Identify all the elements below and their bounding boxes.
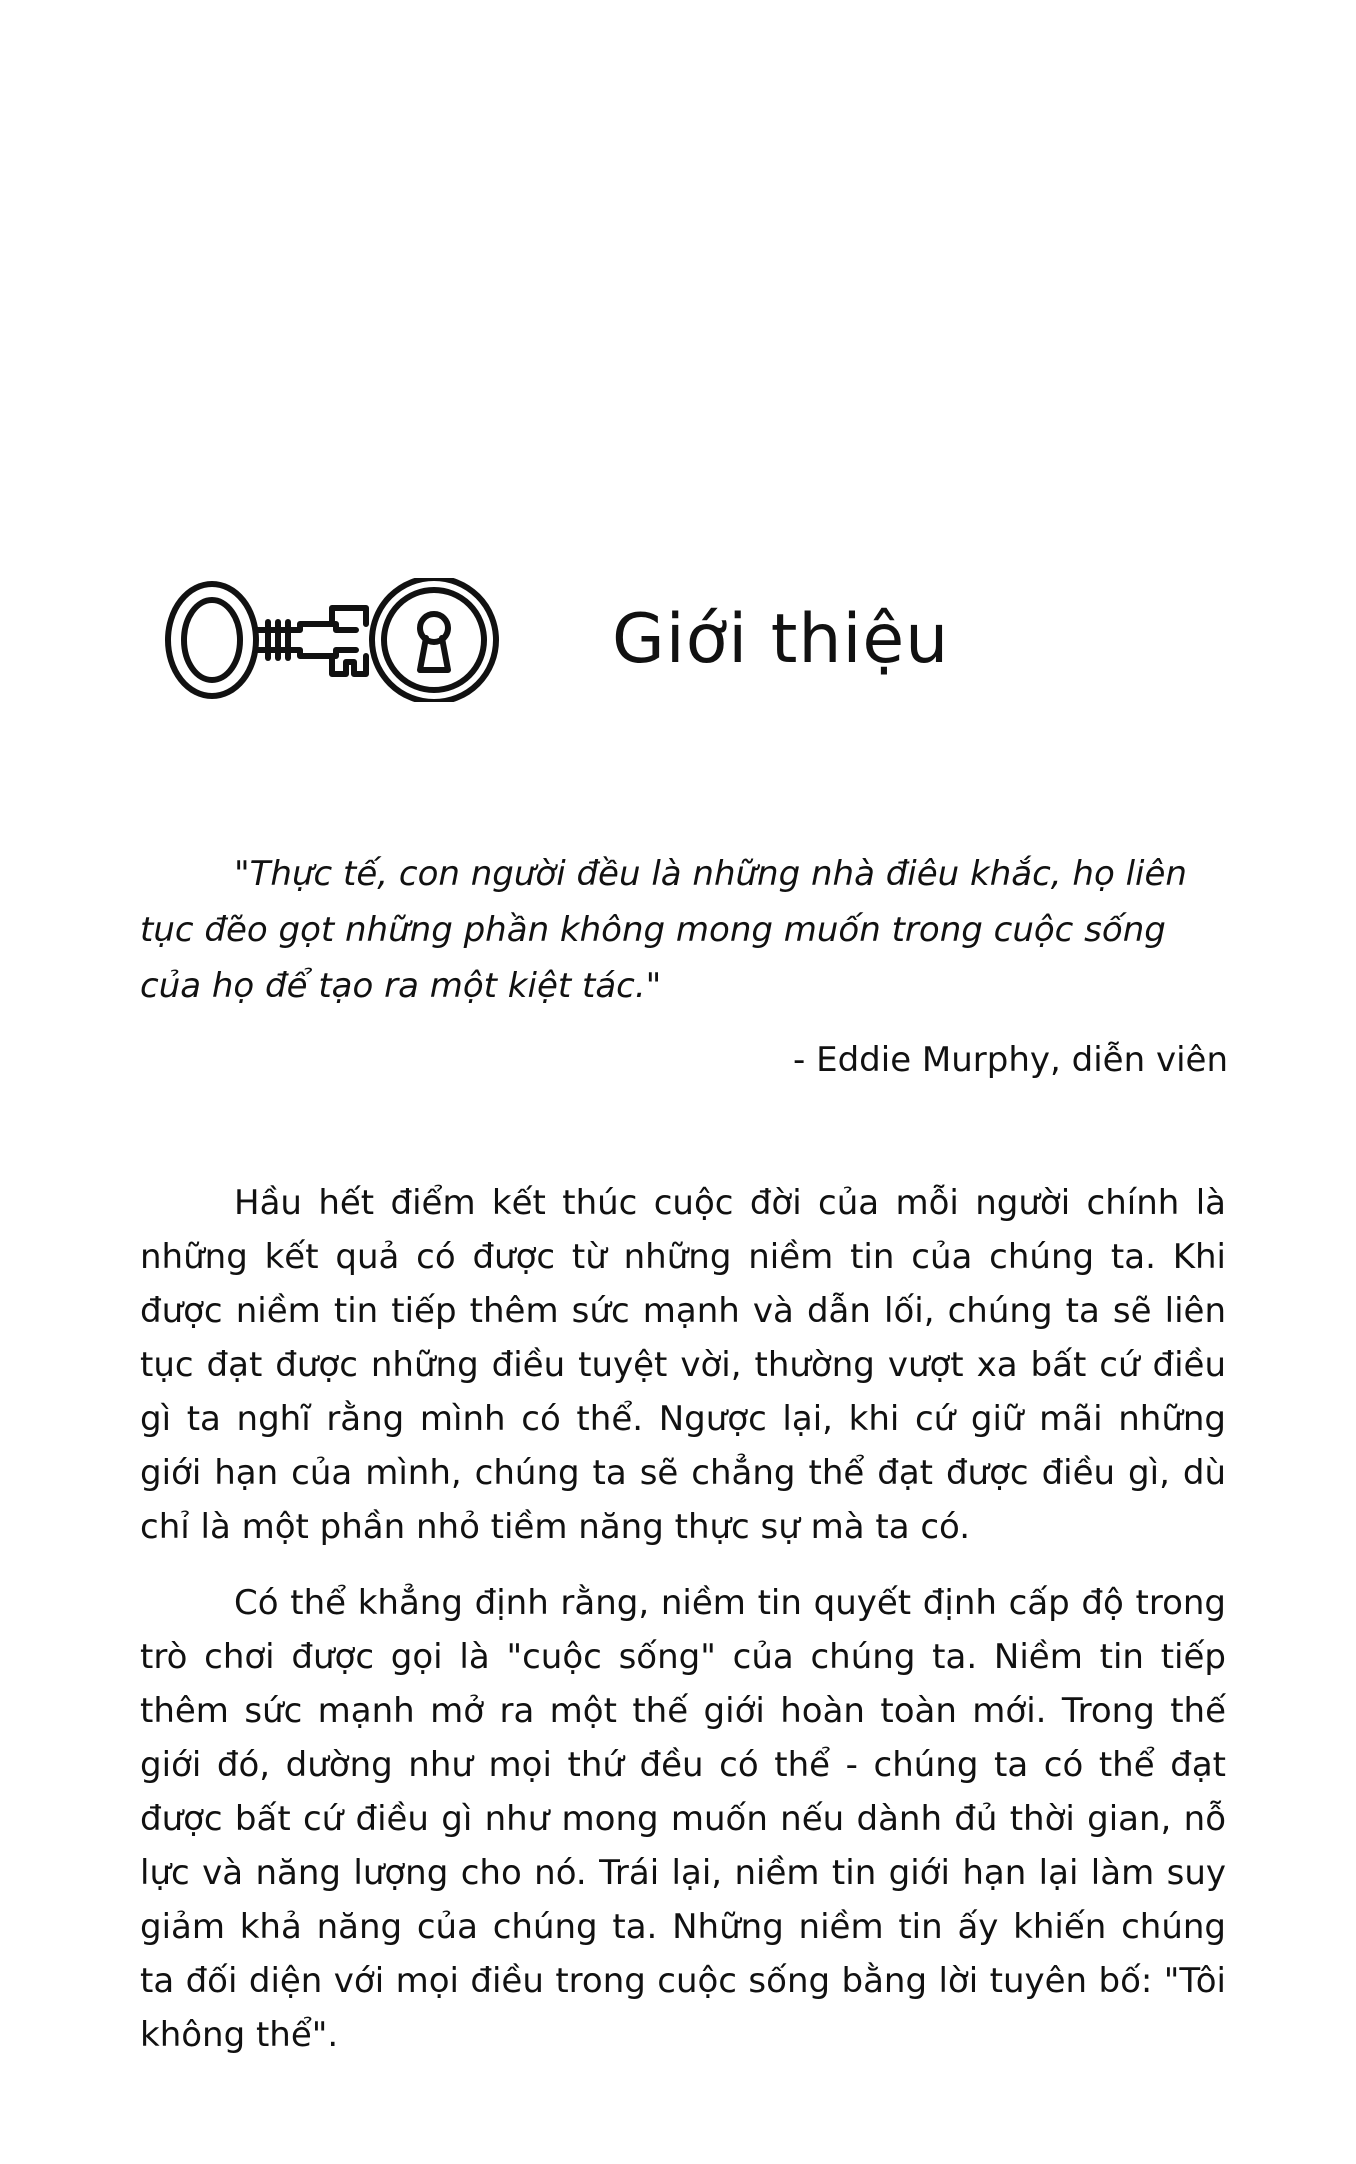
body-text (140, 1176, 1226, 2084)
epigraph (140, 846, 1228, 1088)
epigraph-quote: "Thực tế, con người đều là những nhà điêu khắc, họ liên tục đẽo gọt những phần không mong muốn trong cuộc sống của họ để tạo ra một kiệt tác." (140, 854, 1187, 1006)
chapter-title: Giới thiệu (612, 600, 950, 679)
key-icon (160, 578, 504, 702)
body-paragraph: Hầu hết điểm kết thúc cuộc đời của mỗi người chính là những kết quả có được từ những niềm tin của chúng ta. Khi được niềm tin tiếp thêm sức mạnh và dẫn lối, chúng ta sẽ liên tục đạt được những điều tuyệt vời, thường vượt xa bất cứ điều gì ta nghĩ rằng mình có thể. Ngược lại, khi cứ giữ mãi những giới hạn của mình, chúng ta sẽ chẳng thể đạt được điều gì, dù chỉ là một phần nhỏ tiềm năng thực sự mà ta có. (140, 1183, 1226, 1547)
epigraph-attribution: - Eddie Murphy, diễn viên (793, 1040, 1228, 1080)
body-paragraph: Có thể khẳng định rằng, niềm tin quyết định cấp độ trong trò chơi được gọi là "cuộc sống" của chúng ta. Niềm tin tiếp thêm sức mạnh mở ra một thế giới hoàn toàn mới. Trong thế giới đó, dường như mọi thứ đều có thể - chúng ta có thể đạt được bất cứ điều gì như mong muốn nếu dành đủ thời gian, nỗ lực và năng lượng cho nó. Trái lại, niềm tin giới hạn lại làm suy giảm khả năng của chúng ta. Những niềm tin ấy khiến chúng ta đối diện với mọi điều trong cuộc sống bằng lời tuyên bố: "Tôi không thể". (140, 1583, 1226, 2055)
